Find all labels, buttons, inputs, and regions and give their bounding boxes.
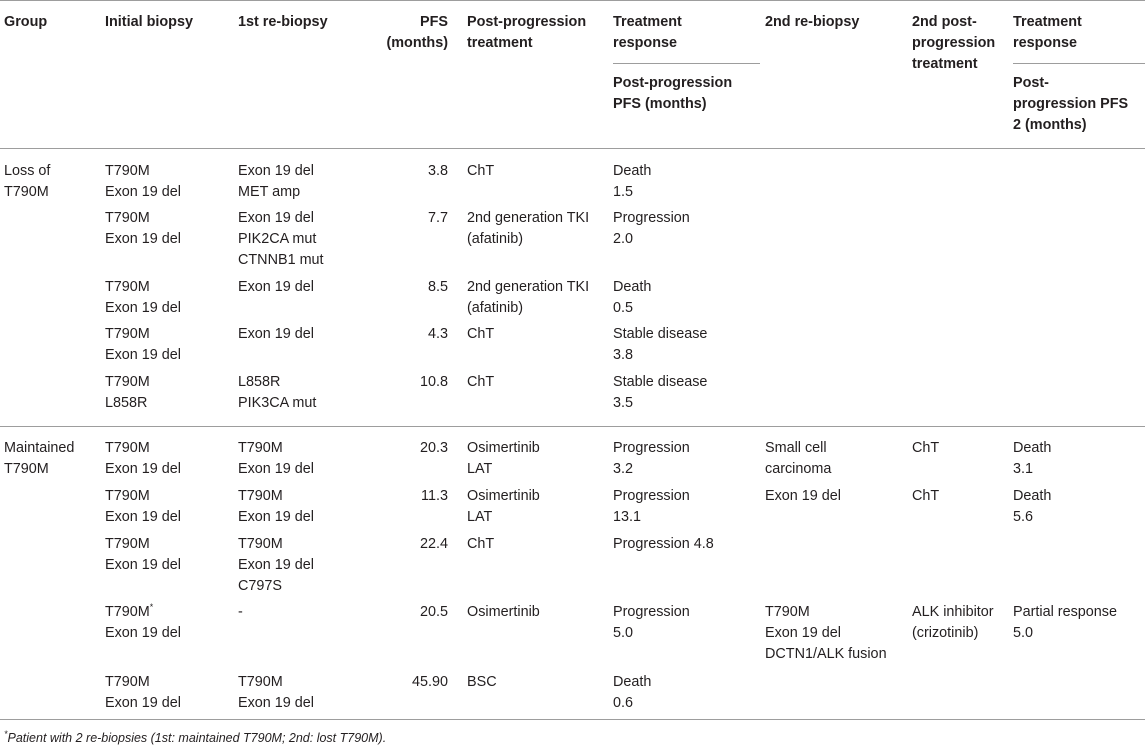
header-treatment-response-2: Treatment response: [1013, 14, 1082, 51]
table-top-rule: [0, 0, 1145, 1]
header-initial-biopsy: Initial biopsy: [105, 14, 193, 30]
pfs-cell: 11.3: [421, 488, 448, 504]
treatment-cell: Osimertinib LAT: [467, 488, 540, 525]
pfs-cell: 3.8: [427, 163, 448, 179]
header-pfs: PFS (months): [386, 14, 448, 51]
treatment-cell: Osimertinib: [467, 604, 540, 620]
header-subrule: [613, 63, 760, 64]
response-cell: Progression 5.0: [613, 604, 690, 641]
treatment-cell: ChT: [467, 374, 495, 390]
second-treatment-cell: ALK inhibitor (crizotinib): [912, 604, 994, 641]
response-cell: Progression 4.8: [613, 536, 714, 552]
header-second-rebiopsy: 2nd re-biopsy: [765, 14, 860, 30]
initial-biopsy-cell: T790M L858R: [105, 374, 150, 411]
treatment-cell: ChT: [467, 163, 495, 179]
first-rebiopsy-cell: Exon 19 del MET amp: [238, 163, 315, 200]
treatment-cell: 2nd generation TKI (afatinib): [467, 279, 590, 316]
header-post-progression-pfs-2: Post- progression PFS 2 (months): [1013, 75, 1129, 133]
pfs-cell: 7.7: [427, 210, 448, 226]
response-2-cell: Partial response 5.0: [1013, 604, 1117, 641]
first-rebiopsy-cell: T790M Exon 19 del: [238, 488, 315, 525]
pfs-cell: 45.90: [411, 674, 448, 690]
second-rebiopsy-cell: T790M Exon 19 del DCTN1/ALK fusion: [765, 604, 887, 662]
table-footnote: *Patient with 2 re-biopsies (1st: maintained T790M; 2nd: lost T790M).: [4, 729, 387, 746]
treatment-cell: ChT: [467, 536, 495, 552]
first-rebiopsy-cell: Exon 19 del: [238, 279, 315, 295]
pfs-cell: 20.5: [419, 604, 448, 620]
header-post-progression-pfs: Post-progression PFS (months): [613, 75, 733, 112]
initial-biopsy-cell: T790M Exon 19 del: [105, 536, 182, 573]
header-post-progression-treatment: Post-progression treatment: [467, 14, 587, 51]
pfs-cell: 22.4: [419, 536, 448, 552]
footnote-marker: *: [4, 729, 8, 739]
group-label-loss: Loss of T790M: [4, 163, 51, 200]
first-rebiopsy-cell: Exon 19 del PIK2CA mut CTNNB1 mut: [238, 210, 324, 268]
pfs-cell: 8.5: [427, 279, 448, 295]
initial-biopsy-cell: T790M Exon 19 del: [105, 440, 182, 477]
treatment-cell: ChT: [467, 326, 495, 342]
header-subrule-2: [1013, 63, 1145, 64]
response-2-cell: Death 3.1: [1013, 440, 1052, 477]
second-treatment-cell: ChT: [912, 440, 940, 456]
initial-biopsy-cell: T790M Exon 19 del: [105, 488, 182, 525]
response-cell: Progression 2.0: [613, 210, 690, 247]
initial-biopsy-cell: T790M Exon 19 del: [105, 210, 182, 247]
first-rebiopsy-cell: L858R PIK3CA mut: [238, 374, 317, 411]
table-bottom-rule: [0, 719, 1145, 720]
initial-biopsy-cell: T790M* Exon 19 del: [105, 602, 182, 641]
header-treatment-response: Treatment response: [613, 14, 682, 51]
initial-biopsy-cell: T790M Exon 19 del: [105, 326, 182, 363]
response-cell: Progression 3.2: [613, 440, 690, 477]
second-rebiopsy-cell: Exon 19 del: [765, 488, 842, 504]
header-group: Group: [4, 14, 48, 30]
initial-biopsy-cell: T790M Exon 19 del: [105, 279, 182, 316]
header-first-rebiopsy: 1st re-biopsy: [238, 14, 328, 30]
second-treatment-cell: ChT: [912, 488, 940, 504]
footnote-marker: *: [149, 602, 154, 612]
initial-biopsy-cell: T790M Exon 19 del: [105, 163, 182, 200]
second-rebiopsy-cell: Small cell carcinoma: [765, 440, 832, 477]
first-rebiopsy-cell: T790M Exon 19 del C797S: [238, 536, 315, 594]
response-2-cell: Death 5.6: [1013, 488, 1052, 525]
first-rebiopsy-cell: T790M Exon 19 del: [238, 674, 315, 711]
header-second-post-progression-treatment: 2nd post- progression treatment: [912, 14, 996, 72]
treatment-cell: 2nd generation TKI (afatinib): [467, 210, 590, 247]
response-cell: Death 0.6: [613, 674, 652, 711]
response-cell: Death 1.5: [613, 163, 652, 200]
response-cell: Progression 13.1: [613, 488, 690, 525]
treatment-cell: BSC: [467, 674, 497, 690]
pfs-cell: 20.3: [419, 440, 448, 456]
group-divider-rule: [0, 426, 1145, 427]
group-label-maintained: Maintained T790M: [4, 440, 75, 477]
treatment-cell: Osimertinib LAT: [467, 440, 540, 477]
pfs-cell: 10.8: [419, 374, 448, 390]
header-bottom-rule: [0, 148, 1145, 149]
response-cell: Death 0.5: [613, 279, 652, 316]
response-cell: Stable disease 3.8: [613, 326, 708, 363]
response-cell: Stable disease 3.5: [613, 374, 708, 411]
pfs-cell: 4.3: [427, 326, 448, 342]
first-rebiopsy-cell: -: [238, 604, 243, 620]
first-rebiopsy-cell: Exon 19 del: [238, 326, 315, 342]
initial-biopsy-cell: T790M Exon 19 del: [105, 674, 182, 711]
first-rebiopsy-cell: T790M Exon 19 del: [238, 440, 315, 477]
